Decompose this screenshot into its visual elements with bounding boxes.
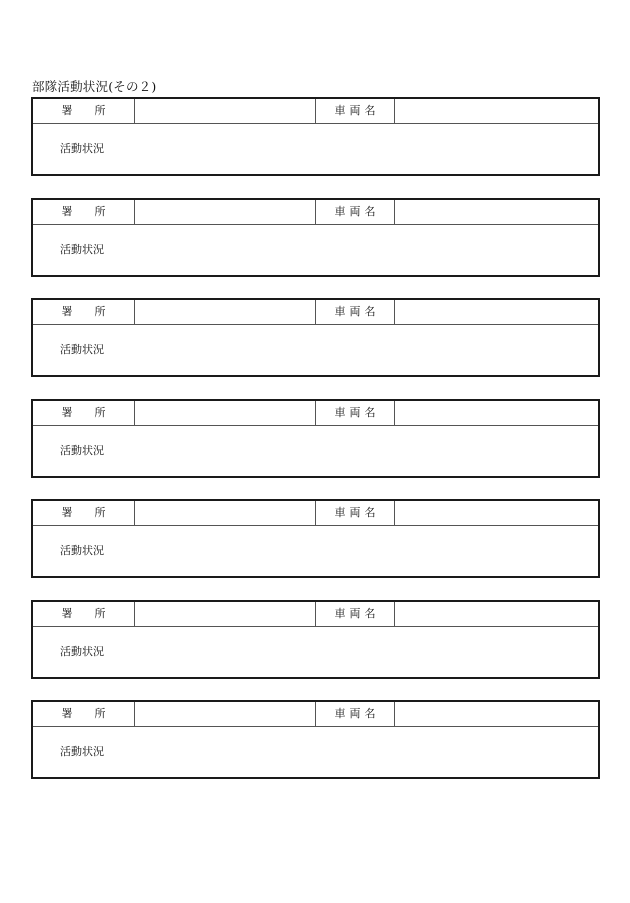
station-label-char-1: 署 [61, 707, 73, 720]
record-table-1 [31, 97, 600, 176]
record-table-3 [31, 298, 600, 377]
station-label-char-1: 署 [61, 506, 73, 519]
station-label-char-2: 所 [94, 405, 106, 419]
record-header-row [33, 300, 598, 325]
activity-status-area[interactable] [33, 627, 598, 678]
record-header-row [33, 99, 598, 124]
activity-status-label: 活動状況 [60, 242, 104, 256]
station-label-char-1: 署 [61, 606, 73, 620]
vehicle-name-value-field[interactable] [395, 401, 598, 425]
station-label [33, 401, 135, 425]
record-table-6 [31, 600, 600, 679]
record-header-row [33, 200, 598, 225]
activity-status-area[interactable] [33, 426, 598, 477]
record-header-row [33, 501, 598, 526]
activity-status-area[interactable] [33, 124, 598, 175]
record-table-2 [31, 198, 600, 277]
record-header-row [33, 702, 598, 727]
activity-status-area[interactable] [33, 727, 598, 778]
record-table-7 [31, 700, 600, 779]
vehicle-name-label: 車両名 [316, 501, 395, 525]
station-label [33, 501, 135, 525]
station-value-field[interactable] [135, 501, 316, 525]
vehicle-name-label: 車両名 [316, 602, 395, 626]
station-label [33, 300, 135, 324]
station-value-field[interactable] [135, 99, 316, 123]
vehicle-name-value-field[interactable] [395, 99, 598, 123]
vehicle-name-label: 車両名 [316, 300, 395, 324]
station-label-char-2: 所 [94, 606, 106, 620]
station-value-field[interactable] [135, 602, 316, 626]
record-table-5 [31, 499, 600, 578]
station-label [33, 702, 135, 726]
station-label [33, 99, 135, 123]
station-label-char-1: 署 [61, 305, 73, 318]
station-label-char-2: 所 [94, 104, 106, 117]
vehicle-name-value-field[interactable] [395, 200, 598, 224]
activity-status-label: 活動状況 [60, 745, 104, 758]
station-label-char-1: 署 [61, 204, 73, 218]
station-label-char-2: 所 [94, 506, 106, 519]
activity-status-label: 活動状況 [60, 544, 104, 557]
activity-status-area[interactable] [33, 526, 598, 577]
record-table-4 [31, 399, 600, 478]
station-label-char-1: 署 [61, 104, 73, 117]
station-label [33, 200, 135, 224]
station-label-char-2: 所 [94, 305, 106, 318]
vehicle-name-label: 車両名 [316, 401, 395, 425]
station-label-char-2: 所 [94, 204, 106, 218]
vehicle-name-value-field[interactable] [395, 702, 598, 726]
station-value-field[interactable] [135, 200, 316, 224]
activity-status-area[interactable] [33, 225, 598, 276]
station-label-char-2: 所 [94, 707, 106, 720]
vehicle-name-label: 車両名 [316, 99, 395, 123]
station-value-field[interactable] [135, 401, 316, 425]
record-header-row [33, 401, 598, 426]
vehicle-name-value-field[interactable] [395, 300, 598, 324]
station-label [33, 602, 135, 626]
activity-status-label: 活動状況 [60, 644, 104, 658]
vehicle-name-label: 車両名 [316, 200, 395, 224]
station-value-field[interactable] [135, 702, 316, 726]
activity-status-label: 活動状況 [60, 142, 104, 155]
station-value-field[interactable] [135, 300, 316, 324]
vehicle-name-value-field[interactable] [395, 602, 598, 626]
vehicle-name-value-field[interactable] [395, 501, 598, 525]
page-title: 部隊活動状況(その２) [32, 79, 157, 94]
activity-status-label: 活動状況 [60, 443, 104, 457]
activity-status-label: 活動状況 [60, 343, 104, 356]
record-header-row [33, 602, 598, 627]
records-list [31, 97, 600, 801]
vehicle-name-label: 車両名 [316, 702, 395, 726]
station-label-char-1: 署 [61, 405, 73, 419]
activity-status-area[interactable] [33, 325, 598, 376]
